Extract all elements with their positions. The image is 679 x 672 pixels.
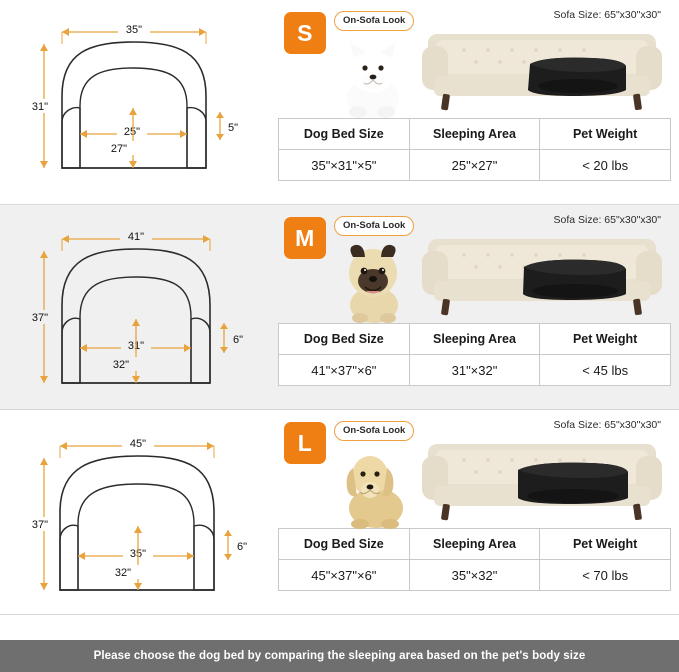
spec-table-small — [278, 118, 671, 181]
footer-note: Please choose the dog bed by comparing the sleeping area based on the pet's body size — [0, 640, 679, 672]
dog-photo-medium — [328, 233, 418, 325]
sofa-photo-small — [418, 20, 666, 120]
td-pet-weight: < 20 lbs — [540, 150, 671, 181]
dim-inner-depth-label: 32" — [114, 567, 132, 579]
td-bed-size: 45"×37"×6" — [279, 560, 410, 591]
table-header-row — [279, 529, 671, 560]
dim-bolster-label: 6" — [236, 541, 248, 553]
diagram-svg-medium — [0, 205, 272, 409]
size-badge-small: S — [284, 12, 326, 54]
product-panel-small — [272, 0, 679, 204]
dim-bolster-label: 6" — [232, 334, 244, 346]
on-sofa-look-pill-large: On-Sofa Look — [334, 421, 414, 441]
dog-photo-small — [328, 28, 418, 120]
product-panel-medium — [272, 205, 679, 409]
dim-inner-width-label: 35" — [129, 548, 147, 560]
th-sleeping-area: Sleeping Area — [409, 324, 540, 355]
dim-height-label: 37" — [31, 519, 49, 531]
dimension-diagram-small — [0, 0, 272, 204]
dim-inner-depth-label: 32" — [112, 359, 130, 371]
size-badge-large: L — [284, 422, 326, 464]
dim-width-label: 35" — [125, 24, 143, 36]
diagram-svg-small — [0, 0, 272, 204]
td-sleeping-area: 31"×32" — [409, 355, 540, 386]
th-pet-weight: Pet Weight — [540, 529, 671, 560]
td-sleeping-area: 35"×32" — [409, 560, 540, 591]
size-badge-medium: M — [284, 217, 326, 259]
td-bed-size: 35"×31"×5" — [279, 150, 410, 181]
table-header-row — [279, 119, 671, 150]
dim-inner-width-label: 31" — [127, 340, 145, 352]
sofa-photo-medium — [418, 225, 666, 325]
table-row — [279, 150, 671, 181]
panel-top-medium — [278, 211, 671, 323]
size-row-small — [0, 0, 679, 205]
table-row — [279, 560, 671, 591]
td-bed-size: 41"×37"×6" — [279, 355, 410, 386]
product-panel-large — [272, 410, 679, 614]
sofa-photo-large — [418, 430, 666, 530]
dim-inner-width-label: 25" — [123, 126, 141, 138]
dim-height-label: 31" — [31, 101, 49, 113]
dog-photo-large — [328, 438, 418, 530]
spec-table-medium — [278, 323, 671, 386]
dimension-diagram-medium — [0, 205, 272, 409]
on-sofa-look-pill-medium: On-Sofa Look — [334, 216, 414, 236]
sofa-size-caption-large: Sofa Size: 65"x30"x30" — [553, 419, 661, 431]
td-pet-weight: < 70 lbs — [540, 560, 671, 591]
table-row — [279, 355, 671, 386]
sofa-size-caption-medium: Sofa Size: 65"x30"x30" — [553, 214, 661, 226]
dim-height-label: 37" — [31, 312, 49, 324]
size-row-large — [0, 410, 679, 615]
th-sleeping-area: Sleeping Area — [409, 529, 540, 560]
th-pet-weight: Pet Weight — [540, 324, 671, 355]
dim-width-label: 45" — [129, 438, 147, 450]
table-header-row — [279, 324, 671, 355]
th-sleeping-area: Sleeping Area — [409, 119, 540, 150]
td-pet-weight: < 45 lbs — [540, 355, 671, 386]
dimension-diagram-large — [0, 410, 272, 614]
dim-inner-depth-label: 27" — [110, 143, 128, 155]
td-sleeping-area: 25"×27" — [409, 150, 540, 181]
th-bed-size: Dog Bed Size — [279, 324, 410, 355]
dim-bolster-label: 5" — [227, 122, 239, 134]
on-sofa-look-pill-small: On-Sofa Look — [334, 11, 414, 31]
sofa-size-caption-small: Sofa Size: 65"x30"x30" — [553, 9, 661, 21]
panel-top-large — [278, 416, 671, 528]
panel-top-small — [278, 6, 671, 118]
th-pet-weight: Pet Weight — [540, 119, 671, 150]
size-row-medium — [0, 205, 679, 410]
th-bed-size: Dog Bed Size — [279, 119, 410, 150]
diagram-svg-large — [0, 410, 272, 614]
th-bed-size: Dog Bed Size — [279, 529, 410, 560]
spec-table-large — [278, 528, 671, 591]
dim-width-label: 41" — [127, 231, 145, 243]
